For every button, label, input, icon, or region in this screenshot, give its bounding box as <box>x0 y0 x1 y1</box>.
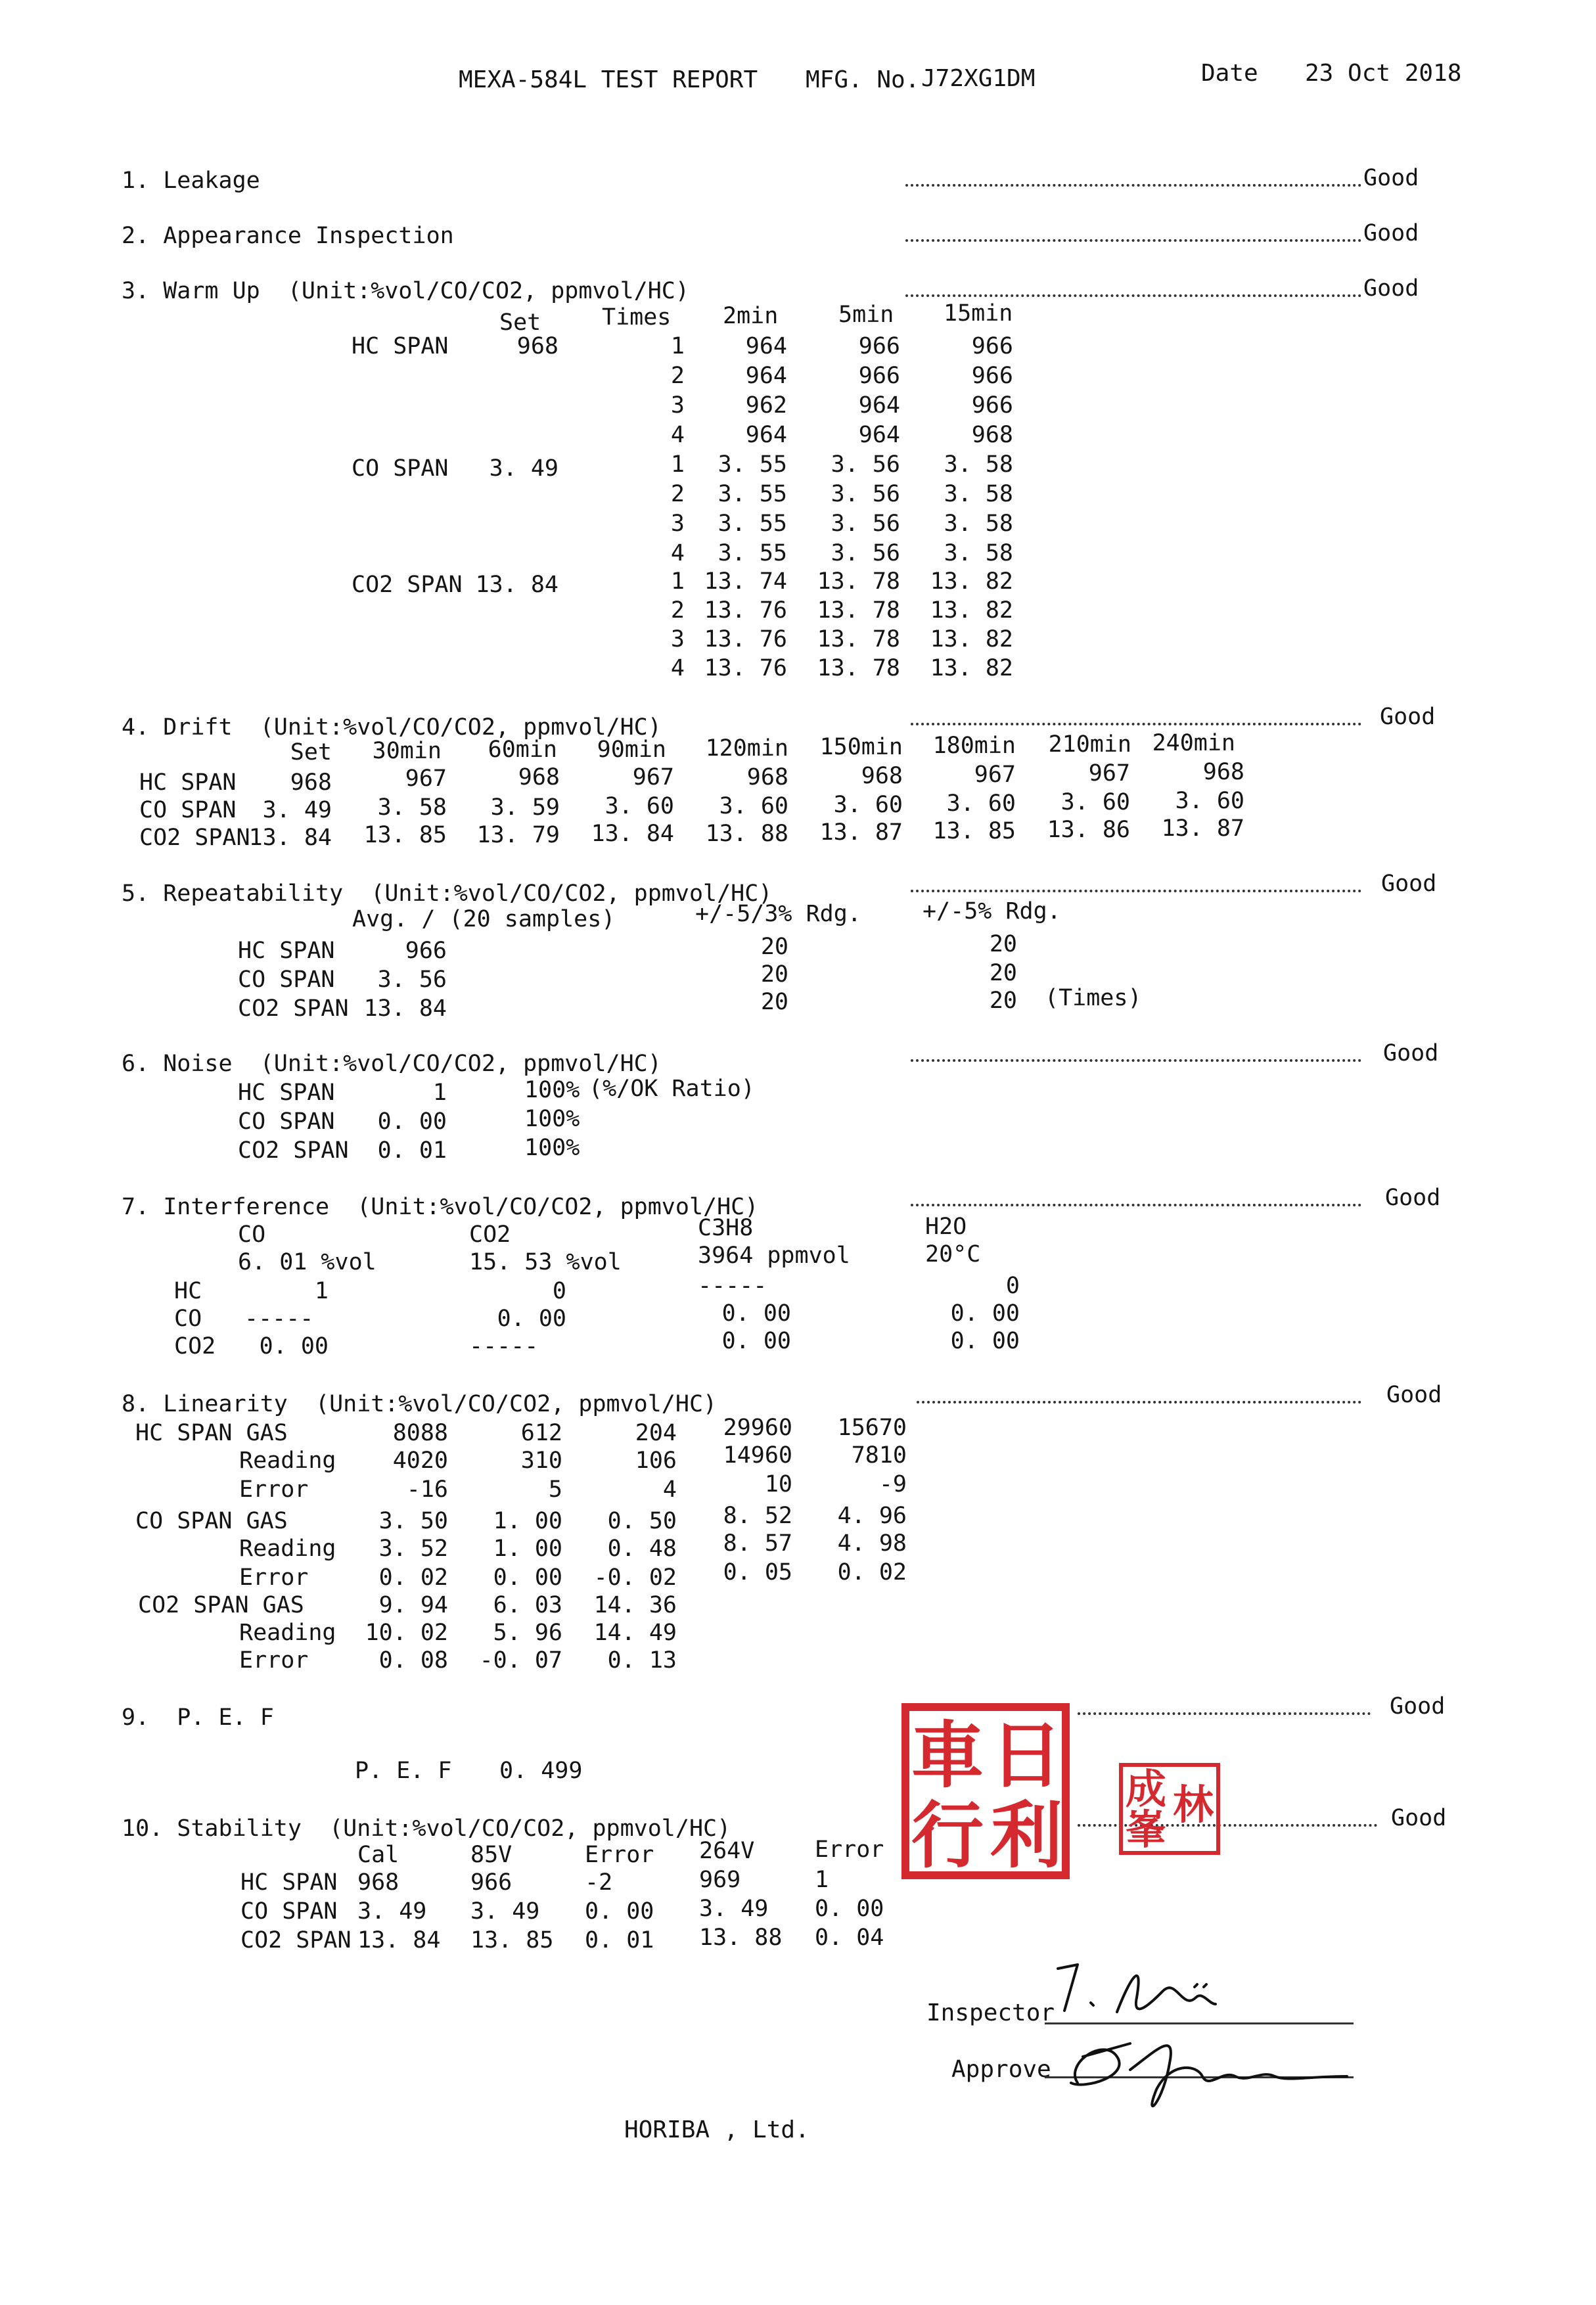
company-name: HORIBA , Ltd. <box>624 2116 809 2143</box>
drift-col-header: 30min <box>372 738 442 764</box>
repeat-count-b: 20 <box>989 988 1017 1014</box>
interference-gas-name: CO2 <box>469 1221 511 1248</box>
stability-value: 3. 49 <box>699 1896 769 1922</box>
warmup-15min: 968 <box>971 422 1013 448</box>
drift-col-header: 180min <box>932 733 1016 759</box>
pef-label: P. E. F <box>355 1758 452 1784</box>
interference-value: 0. 00 <box>950 1300 1020 1327</box>
stability-value: 13. 85 <box>470 1927 554 1953</box>
stability-col-header: 264V <box>699 1838 755 1864</box>
section-title-s9: 9. P. E. F <box>122 1704 274 1731</box>
warmup-times: 4 <box>670 540 685 566</box>
linearity-reading-value: 14. 49 <box>593 1620 677 1646</box>
stability-value: 969 <box>699 1867 741 1893</box>
linearity-gas-value: 3. 50 <box>378 1508 448 1534</box>
drift-value: 13. 87 <box>819 819 903 846</box>
stability-value: 13. 88 <box>699 1925 783 1951</box>
drift-col-header: 150min <box>819 734 903 760</box>
result-good-s7: Good <box>1385 1185 1441 1211</box>
warmup-2min: 962 <box>745 392 787 419</box>
repeat-col-a: +/-5/3% Rdg. <box>695 901 861 927</box>
linearity-gas-value: 8088 <box>392 1420 448 1446</box>
drift-value: 967 <box>405 765 447 792</box>
warmup-set-value: 968 <box>516 333 559 359</box>
warmup-15min: 966 <box>971 363 1013 389</box>
linearity-reading-value: 0. 48 <box>607 1536 677 1562</box>
warmup-15min: 13. 82 <box>930 597 1013 624</box>
result-good-s4: Good <box>1380 704 1436 730</box>
linearity-error-label: Error <box>239 1564 309 1591</box>
inspector-label: Inspector <box>926 1999 1055 2026</box>
drift-col-header: 240min <box>1152 730 1235 756</box>
warmup-2min: 3. 55 <box>718 451 787 478</box>
linearity-gas-value: 1. 00 <box>493 1508 562 1534</box>
drift-value: 13. 86 <box>1047 817 1130 843</box>
linearity-error-value: -16 <box>406 1476 448 1503</box>
interference-value: 0 <box>1005 1273 1020 1299</box>
section-title-s3: 3. Warm Up (Unit:%vol/CO/CO2, ppmvol/HC) <box>122 278 689 304</box>
drift-col-header: 210min <box>1048 731 1131 758</box>
stability-col-header: Error <box>815 1837 884 1863</box>
interference-value: 0. 00 <box>259 1333 329 1359</box>
stability-col-header: Error <box>585 1842 654 1868</box>
warmup-2min: 13. 76 <box>704 597 787 624</box>
linearity-gas-value: 6. 03 <box>493 1592 562 1618</box>
noise-gas-name: CO SPAN <box>238 1108 335 1135</box>
noise-ratio-label: (%/OK Ratio) <box>589 1076 755 1102</box>
stability-value: 13. 84 <box>357 1927 441 1953</box>
linearity-gas-value: 14. 36 <box>593 1592 677 1618</box>
linearity-reading-value: 7810 <box>851 1442 907 1469</box>
drift-gas-name: HC SPAN <box>139 769 237 796</box>
repeat-avg: 13. 84 <box>363 995 447 1022</box>
mfg-number-label: MFG. No. <box>806 66 920 93</box>
warmup-15min: 3. 58 <box>944 511 1013 537</box>
drift-value: 968 <box>1202 759 1244 785</box>
drift-value: 13. 84 <box>591 821 674 847</box>
warmup-times: 2 <box>670 481 685 507</box>
warmup-2min: 3. 55 <box>718 511 787 537</box>
svg-text:行: 行 <box>911 1794 984 1878</box>
interference-value: 0. 00 <box>497 1306 566 1332</box>
drift-value: 3. 59 <box>490 794 560 821</box>
warmup-5min: 3. 56 <box>831 451 900 478</box>
linearity-error-value: 0. 02 <box>837 1559 907 1586</box>
warmup-col-header: Set <box>499 309 541 336</box>
drift-value: 3. 60 <box>604 793 674 819</box>
interference-value: 0 <box>552 1278 566 1304</box>
drift-value: 13. 88 <box>705 821 788 847</box>
drift-value: 3. 60 <box>833 792 903 818</box>
noise-gas-name: HC SPAN <box>238 1080 335 1106</box>
drift-value: 968 <box>746 764 788 790</box>
warmup-gas-name: CO2 SPAN <box>352 572 463 598</box>
result-good-s1: Good <box>1363 165 1419 191</box>
result-good-s2: Good <box>1363 220 1419 246</box>
stability-value: 3. 49 <box>357 1898 427 1925</box>
stability-value: 3. 49 <box>470 1898 540 1925</box>
section-title-s7: 7. Interference (Unit:%vol/CO/CO2, ppmvol/HC) <box>122 1194 759 1220</box>
drift-value: 968 <box>861 763 903 789</box>
warmup-times: 3 <box>670 626 685 652</box>
noise-value: 0. 00 <box>377 1108 447 1135</box>
repeat-avg: 3. 56 <box>377 967 447 993</box>
stability-value: 0. 01 <box>585 1927 654 1953</box>
warmup-2min: 13. 76 <box>704 655 787 681</box>
warmup-5min: 13. 78 <box>817 626 900 652</box>
repeat-count-a: 20 <box>760 961 788 988</box>
linearity-error-value: 0. 02 <box>378 1564 448 1591</box>
drift-col-header: 90min <box>597 737 666 763</box>
warmup-5min: 13. 78 <box>817 568 900 595</box>
warmup-times: 1 <box>670 333 685 359</box>
warmup-15min: 3. 58 <box>944 540 1013 566</box>
linearity-error-value: -9 <box>878 1471 907 1497</box>
repeat-gas-name: CO SPAN <box>238 967 335 993</box>
linearity-reading-value: 4020 <box>392 1448 448 1474</box>
section-title-s1: 1. Leakage <box>122 168 260 194</box>
warmup-times: 4 <box>670 422 685 448</box>
warmup-15min: 13. 82 <box>930 626 1013 652</box>
repeat-gas-name: CO2 SPAN <box>238 995 349 1022</box>
linearity-gas-value: 9. 94 <box>378 1592 448 1618</box>
linearity-reading-value: 4. 98 <box>837 1530 907 1557</box>
interference-gas-conc: 15. 53 %vol <box>469 1249 622 1275</box>
stability-col-header: 85V <box>470 1842 513 1868</box>
interference-row-name: CO <box>174 1306 202 1332</box>
warmup-5min: 13. 78 <box>817 597 900 624</box>
interference-value: 1 <box>314 1278 329 1304</box>
drift-value: 967 <box>974 762 1016 788</box>
noise-value: 1 <box>432 1080 447 1106</box>
stability-gas-name: CO2 SPAN <box>240 1927 352 1953</box>
warmup-2min: 3. 55 <box>718 540 787 566</box>
linearity-error-label: Error <box>239 1647 309 1674</box>
warmup-5min: 3. 56 <box>831 540 900 566</box>
warmup-5min: 3. 56 <box>831 511 900 537</box>
drift-value: 3. 60 <box>946 790 1016 817</box>
drift-value: 3. 60 <box>1060 789 1130 815</box>
drift-value: 3. 60 <box>719 793 788 819</box>
noise-percent: 100% <box>524 1135 580 1161</box>
result-good-s9: Good <box>1390 1693 1446 1720</box>
warmup-5min: 966 <box>858 333 900 359</box>
section-title-s5: 5. Repeatability (Unit:%vol/CO/CO2, ppmvol/HC) <box>122 880 773 907</box>
svg-text:車: 車 <box>911 1714 984 1798</box>
svg-text:利: 利 <box>990 1794 1062 1878</box>
linearity-gas-value: 612 <box>520 1420 562 1446</box>
warmup-times: 3 <box>670 511 685 537</box>
interference-value: ----- <box>244 1306 314 1332</box>
section-title-s10: 10. Stability (Unit:%vol/CO/CO2, ppmvol/HC) <box>122 1815 731 1842</box>
linearity-error-value: 0. 05 <box>723 1559 792 1586</box>
interference-gas-conc: 20°C <box>925 1241 981 1267</box>
warmup-5min: 13. 78 <box>817 655 900 681</box>
warmup-5min: 966 <box>858 363 900 389</box>
linearity-reading-value: 8. 57 <box>723 1530 792 1557</box>
stability-gas-name: CO SPAN <box>240 1898 338 1925</box>
warmup-col-header: Times <box>602 304 672 331</box>
mfg-number: J72XG1DM <box>921 65 1036 92</box>
warmup-2min: 13. 74 <box>704 568 787 595</box>
warmup-15min: 966 <box>971 392 1013 419</box>
linearity-gas-value: 8. 52 <box>723 1503 792 1529</box>
stability-value: 0. 00 <box>815 1896 884 1922</box>
warmup-5min: 3. 56 <box>831 481 900 507</box>
warmup-times: 2 <box>670 363 685 389</box>
linearity-gas-name: HC SPAN GAS <box>135 1420 288 1446</box>
linearity-gas-value: 29960 <box>723 1415 792 1441</box>
warmup-5min: 964 <box>858 422 900 448</box>
linearity-gas-name: CO2 SPAN GAS <box>138 1592 304 1618</box>
warmup-times: 1 <box>670 568 685 595</box>
result-good-s8: Good <box>1386 1382 1442 1408</box>
drift-col-header: Set <box>290 739 332 765</box>
drift-gas-name: CO2 SPAN <box>139 825 250 851</box>
warmup-col-header: 2min <box>723 303 779 329</box>
svg-text:成: 成 <box>1125 1765 1167 1813</box>
linearity-gas-value: 0. 50 <box>607 1508 677 1534</box>
date-label: Date <box>1201 60 1258 87</box>
linearity-reading-value: 3. 52 <box>378 1536 448 1562</box>
warmup-gas-name: CO SPAN <box>352 455 449 482</box>
linearity-reading-value: 106 <box>635 1448 677 1474</box>
repeat-count-b: 20 <box>989 960 1017 986</box>
result-good-s6: Good <box>1383 1040 1439 1066</box>
warmup-2min: 3. 55 <box>718 481 787 507</box>
drift-gas-name: CO SPAN <box>139 797 237 823</box>
repeat-col-b: +/-5% Rdg. <box>923 898 1061 924</box>
linearity-error-value: 4 <box>662 1476 677 1503</box>
linearity-gas-value: 4. 96 <box>837 1503 907 1529</box>
warmup-15min: 966 <box>971 333 1013 359</box>
warmup-2min: 13. 76 <box>704 626 787 652</box>
warmup-times: 2 <box>670 597 685 624</box>
svg-text:日: 日 <box>990 1714 1062 1798</box>
stability-value: 968 <box>357 1869 399 1896</box>
warmup-15min: 13. 82 <box>930 568 1013 595</box>
drift-value: 968 <box>518 764 560 790</box>
report-title: MEXA-584L TEST REPORT <box>459 66 758 93</box>
drift-value: 968 <box>290 769 332 796</box>
interference-gas-name: CO <box>238 1221 266 1248</box>
drift-value: 3. 49 <box>262 797 332 823</box>
warmup-2min: 964 <box>745 422 787 448</box>
noise-gas-name: CO2 SPAN <box>238 1137 349 1164</box>
result-good-s5: Good <box>1381 871 1437 897</box>
stability-value: 1 <box>815 1867 829 1893</box>
linearity-gas-value: 15670 <box>837 1415 907 1441</box>
noise-value: 0. 01 <box>377 1137 447 1164</box>
section-title-s8: 8. Linearity (Unit:%vol/CO/CO2, ppmvol/HC) <box>122 1391 718 1417</box>
linearity-error-label: Error <box>239 1476 309 1503</box>
warmup-col-header: 5min <box>838 302 894 328</box>
repeat-count-b: 20 <box>989 931 1017 957</box>
repeat-col-avg: Avg. / (20 samples) <box>352 906 616 932</box>
linearity-reading-value: 5. 96 <box>493 1620 562 1646</box>
pef-value: 0. 499 <box>499 1758 583 1784</box>
drift-value: 13. 79 <box>476 822 560 848</box>
drift-value: 3. 58 <box>377 794 447 821</box>
interference-gas-name: H2O <box>925 1214 967 1240</box>
drift-value: 13. 87 <box>1161 815 1244 842</box>
warmup-set-value: 3. 49 <box>489 455 559 482</box>
interference-gas-conc: 6. 01 %vol <box>238 1249 376 1275</box>
linearity-gas-value: 204 <box>635 1420 677 1446</box>
noise-percent: 100% <box>524 1106 580 1132</box>
stability-value: 966 <box>470 1869 513 1896</box>
interference-value: 0. 00 <box>721 1328 791 1354</box>
stability-value: -2 <box>585 1869 613 1896</box>
drift-value: 967 <box>632 764 674 790</box>
warmup-2min: 964 <box>745 363 787 389</box>
repeat-gas-name: HC SPAN <box>238 938 335 964</box>
linearity-error-value: 10 <box>764 1471 792 1497</box>
drift-col-header: 120min <box>705 735 788 762</box>
drift-value: 967 <box>1088 760 1130 787</box>
linearity-reading-label: Reading <box>239 1620 336 1646</box>
interference-row-name: HC <box>174 1278 202 1304</box>
noise-percent: 100% <box>524 1077 580 1103</box>
warmup-times: 4 <box>670 655 685 681</box>
warmup-15min: 13. 82 <box>930 655 1013 681</box>
warmup-set-value: 13. 84 <box>475 572 559 598</box>
warmup-times: 1 <box>670 451 685 478</box>
linearity-error-value: 0. 13 <box>607 1647 677 1674</box>
linearity-error-value: 0. 00 <box>493 1564 562 1591</box>
linearity-error-value: -0. 07 <box>479 1647 562 1674</box>
interference-value: ----- <box>469 1333 539 1359</box>
linearity-gas-name: CO SPAN GAS <box>135 1508 288 1534</box>
repeat-avg: 966 <box>405 938 447 964</box>
linearity-error-value: 0. 08 <box>378 1647 448 1674</box>
interference-value: 0. 00 <box>950 1328 1020 1354</box>
drift-value: 13. 85 <box>363 822 447 848</box>
warmup-15min: 3. 58 <box>944 451 1013 478</box>
interference-value: ----- <box>698 1273 767 1299</box>
drift-value: 13. 84 <box>248 825 332 851</box>
warmup-col-header: 15min <box>944 300 1013 327</box>
interference-row-name: CO2 <box>174 1333 216 1359</box>
linearity-reading-label: Reading <box>239 1448 336 1474</box>
stability-value: 0. 00 <box>585 1898 654 1925</box>
svg-text:峯: 峯 <box>1125 1806 1167 1854</box>
drift-col-header: 60min <box>488 737 557 763</box>
linearity-reading-value: 310 <box>520 1448 562 1474</box>
warmup-15min: 3. 58 <box>944 481 1013 507</box>
stability-col-header: Cal <box>357 1842 399 1868</box>
section-title-s6: 6. Noise (Unit:%vol/CO/CO2, ppmvol/HC) <box>122 1051 662 1077</box>
result-good-s10: Good <box>1391 1805 1447 1831</box>
linearity-reading-label: Reading <box>239 1536 336 1562</box>
interference-value: 0. 00 <box>721 1300 791 1327</box>
section-title-s4: 4. Drift (Unit:%vol/CO/CO2, ppmvol/HC) <box>122 714 662 741</box>
stability-gas-name: HC SPAN <box>240 1869 338 1896</box>
result-good-s3: Good <box>1363 275 1419 302</box>
linearity-reading-value: 1. 00 <box>493 1536 562 1562</box>
repeat-count-a: 20 <box>760 934 788 960</box>
warmup-2min: 964 <box>745 333 787 359</box>
warmup-gas-name: HC SPAN <box>352 333 449 359</box>
svg-text:林: 林 <box>1172 1781 1214 1829</box>
linearity-error-value: 5 <box>548 1476 562 1503</box>
warmup-5min: 964 <box>858 392 900 419</box>
repeat-unit-note: (Times) <box>1045 985 1142 1011</box>
section-title-s2: 2. Appearance Inspection <box>122 223 454 249</box>
stability-value: 0. 04 <box>815 1925 884 1951</box>
warmup-times: 3 <box>670 392 685 419</box>
linearity-reading-value: 10. 02 <box>365 1620 448 1646</box>
interference-gas-conc: 3964 ppmvol <box>698 1243 850 1269</box>
approve-label: Approve <box>951 2056 1051 2083</box>
linearity-reading-value: 14960 <box>723 1442 792 1469</box>
drift-value: 3. 60 <box>1175 788 1244 814</box>
drift-value: 13. 85 <box>932 818 1016 844</box>
report-date: 23 Oct 2018 <box>1305 60 1462 87</box>
interference-gas-name: C3H8 <box>698 1215 754 1241</box>
repeat-count-a: 20 <box>760 989 788 1015</box>
linearity-error-value: -0. 02 <box>593 1564 677 1591</box>
